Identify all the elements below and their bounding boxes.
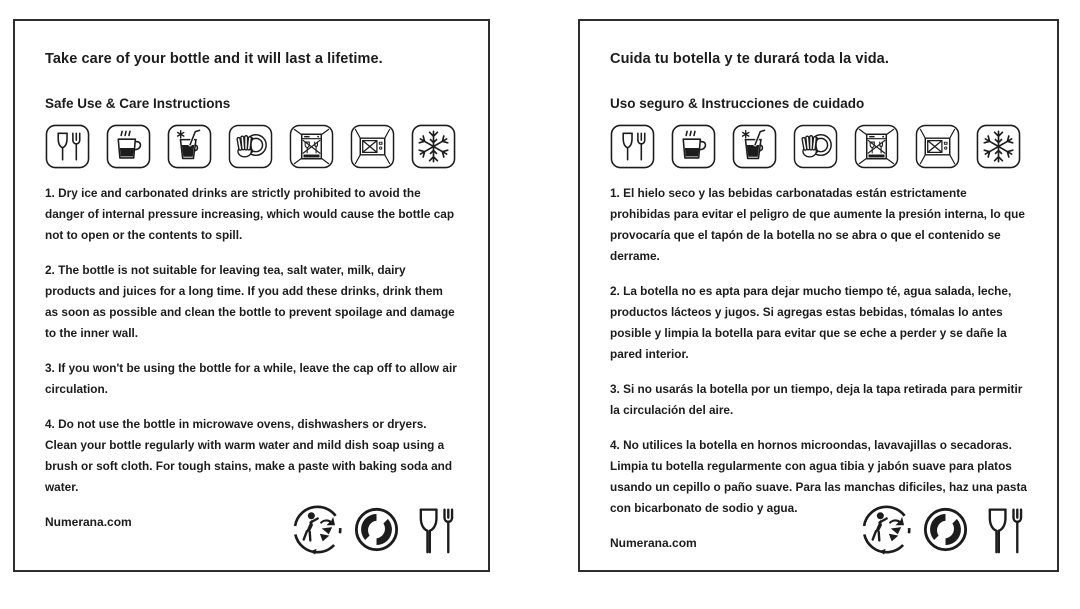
snowflake-freezer-icon: [411, 124, 456, 169]
instruction-paragraph-3: 3. Si no usarás la botella por un tiempo, deja la tapa retirada para permitir la circulación del aire.: [610, 382, 1023, 417]
instruction-paragraph-4: 4. Do not use the bottle in microwave ovens, dishwashers or dryers. Clean your bottle regularly with warm water and mild dish soap using a brush or soft cloth. For tough stains, make a paste with baking soda and water.: [45, 417, 453, 494]
no-dishwasher-icon: [854, 124, 899, 169]
snowflake-freezer-icon: [976, 124, 1021, 169]
instruction-paragraph-2: 2. The bottle is not suitable for leaving tea, salt water, milk, dairy products and juices for a long time. If you add these drinks, drink them as soon as possible and clean the bottle to prevent spoilage and damage to the inner wall.: [45, 263, 455, 340]
recycling-icon-row: [860, 503, 1031, 556]
food-safe-glass-fork-icon: [409, 503, 462, 556]
care-icon-row: [45, 124, 458, 169]
website-label: Numerana.com: [45, 515, 132, 529]
panel-title: Take care of your bottle and it will last a lifetime.: [45, 51, 383, 67]
cold-drinks-ok-icon: [167, 124, 212, 169]
instruction-paragraph-1: 1. Dry ice and carbonated drinks are strictly prohibited to avoid the danger of internal pressure increasing, which would cause the bottle cap not to open or the contents to spill.: [45, 186, 455, 242]
hot-drinks-ok-icon: [671, 124, 716, 169]
hand-wash-only-icon: [228, 124, 273, 169]
no-microwave-icon: [915, 124, 960, 169]
instructions-list: [610, 183, 1027, 519]
recycling-icon-row: [291, 503, 462, 556]
hot-drinks-ok-icon: [106, 124, 151, 169]
panel-title: Cuida tu botella y te durará toda la vida.: [610, 51, 889, 67]
instruction-paragraph-3: 3. If you won't be using the bottle for a while, leave the cap off to allow air circulation.: [45, 361, 457, 396]
food-safe-glass-fork-icon: [978, 503, 1031, 556]
website-label: Numerana.com: [610, 536, 697, 550]
food-contact-safe-icon: [610, 124, 655, 169]
no-microwave-icon: [350, 124, 395, 169]
care-label-panel-spanish: [578, 19, 1059, 572]
no-dishwasher-icon: [289, 124, 334, 169]
care-icon-row: [610, 124, 1027, 169]
instructions-list: [45, 183, 458, 498]
cold-drinks-ok-icon: [732, 124, 777, 169]
triman-recycling-icon: [860, 503, 913, 556]
panel-subtitle: Safe Use & Care Instructions: [45, 96, 231, 111]
instruction-paragraph-1: 1. El hielo seco y las bebidas carbonatadas están estrictamente prohibidas para evitar el peligro de que aumente la presión interna, lo que provocaría que el tapón de la botella no se abra o que el contenido se derrame.: [610, 186, 1025, 263]
triman-recycling-icon: [291, 503, 344, 556]
instruction-paragraph-2: 2. La botella no es apta para dejar mucho tiempo té, agua salada, leche, productos lácteos y jugos. Si agregas estas bebidas, tómalas lo antes posible y limpia la botella para evitar que se eche a perder y se dañe la pared interior.: [610, 284, 1012, 361]
green-dot-recycling-icon: [353, 506, 400, 553]
care-label-panel-english: [13, 19, 490, 572]
instruction-paragraph-4: 4. No utilices la botella en hornos microondas, lavavajillas o secadoras. Limpia tu botella regularmente con agua tibia y jabón suave para platos usando un cepillo o paño suave. Para las manchas dificiles, haz una pasta con bicarbonato de sodio y agua.: [610, 438, 1027, 515]
food-contact-safe-icon: [45, 124, 90, 169]
green-dot-recycling-icon: [922, 506, 969, 553]
hand-wash-only-icon: [793, 124, 838, 169]
panel-subtitle: Uso seguro & Instrucciones de cuidado: [610, 96, 865, 111]
